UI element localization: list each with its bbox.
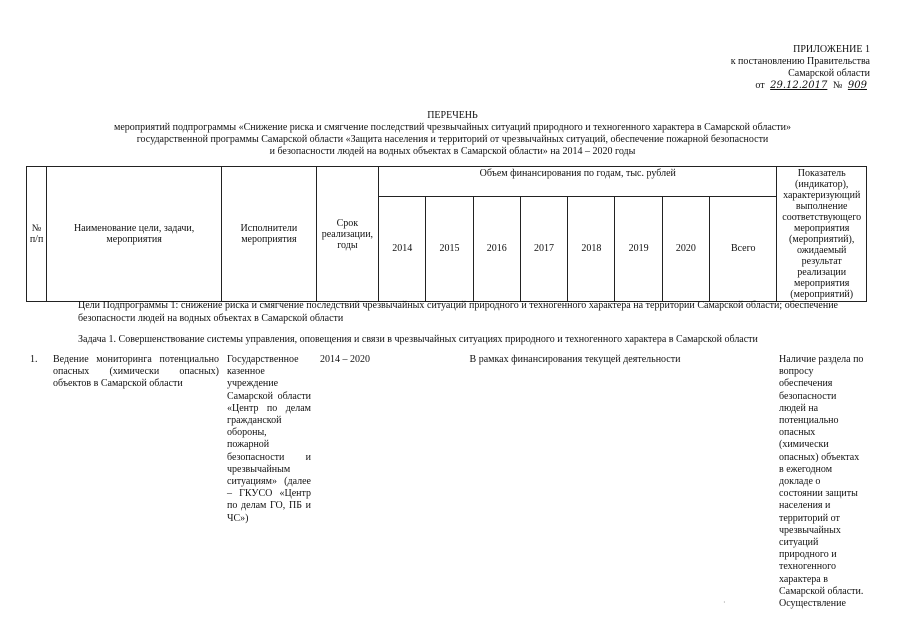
- annex-date-line: от 29.12.2017 № 909: [670, 80, 870, 92]
- header-year-2014: 2014: [379, 196, 426, 301]
- header-table: [26, 166, 867, 302]
- heading-title: ПЕРЕЧЕНЬ: [427, 110, 478, 121]
- scan-speck: ·: [723, 598, 726, 607]
- heading-line-1: мероприятий подпрограммы «Снижение риска и смягчение последствий чрезвычайных ситуаций природного и техногенного характера в Самарской области»: [114, 122, 791, 133]
- goal-paragraph: Цели Подпрограммы 1: снижение риска и смягчение последствий чрезвычайных ситуаций природного и техногенного характера на территории Самарской области; обеспечение безопасности людей на водных объектах в Самарской области: [78, 300, 838, 324]
- row1-indicator: [779, 354, 865, 610]
- row1-funding: В рамках финансирования текущей деятельности: [469, 354, 681, 365]
- header-year-2017: 2017: [520, 196, 567, 301]
- row1-indicator-next: Осуществление: [779, 598, 846, 610]
- header-year-2015: 2015: [426, 196, 473, 301]
- header-term: Срок реализации, годы: [316, 167, 378, 302]
- header-year-2020: 2020: [662, 196, 709, 301]
- row1-indicator-text: Наличие раздела по вопросу обеспечения безопасности людей на потенциально опасных (химически опасных) объектах в ежегодном докладе о состоянии защиты населения и территорий от чрезвычайных ситуаций природного и техногенного характера в Самарской области.: [779, 354, 864, 597]
- header-indicator: Показатель (индикатор), характеризующий выполнение соответствующего мероприятия (мероприятий), ожидаемый результат реализации мероприятия (мероприятий): [777, 167, 867, 302]
- header-name: Наименование цели, задачи, мероприятия: [47, 167, 222, 302]
- heading-line-2: государственной программы Самарской области «Защита населения и территорий от чрезвычайных ситуаций, обеспечение пожарной безопасности: [136, 134, 769, 145]
- annex-date: 29.12.2017: [770, 80, 828, 91]
- header-executor: Исполнители мероприятия: [222, 167, 317, 302]
- row1-name: Ведение мониторинга потенциально опасных (химически опасных) объектов в Самарской области: [53, 354, 219, 390]
- row1-num: 1.: [30, 354, 38, 365]
- task-paragraph: Задача 1. Совершенствование системы управления, оповещения и связи в чрезвычайных ситуациях природного и техногенного характера в Самарской области: [78, 334, 758, 345]
- row1-executor: Государственное казенное учреждение Самарской области «Центр по делам гражданской обороны, пожарной безопасности и чрезвычайным ситуациям» (далее – ГКУСО «Центр по делам ГО, ПБ и ЧС»): [227, 354, 311, 524]
- annex-header: [670, 44, 870, 92]
- annex-number: 909: [847, 80, 867, 91]
- header-num: № п/п: [27, 167, 47, 302]
- heading-line-3: и безопасности людей на водных объектах в Самарской области» на 2014 – 2020 годы: [269, 146, 636, 157]
- header-year-2018: 2018: [568, 196, 615, 301]
- header-year-2019: 2019: [615, 196, 662, 301]
- annex-line-2: к постановлению Правительства: [730, 56, 870, 67]
- document-heading: [0, 110, 905, 158]
- header-funding: Объем финансирования по годам, тыс. рублей: [379, 167, 777, 197]
- annex-title: ПРИЛОЖЕНИЕ 1: [793, 44, 870, 55]
- annex-line-3: Самарской области: [788, 68, 870, 79]
- row1-term: 2014 – 2020: [320, 354, 370, 365]
- header-year-2016: 2016: [473, 196, 520, 301]
- header-total: Всего: [710, 196, 777, 301]
